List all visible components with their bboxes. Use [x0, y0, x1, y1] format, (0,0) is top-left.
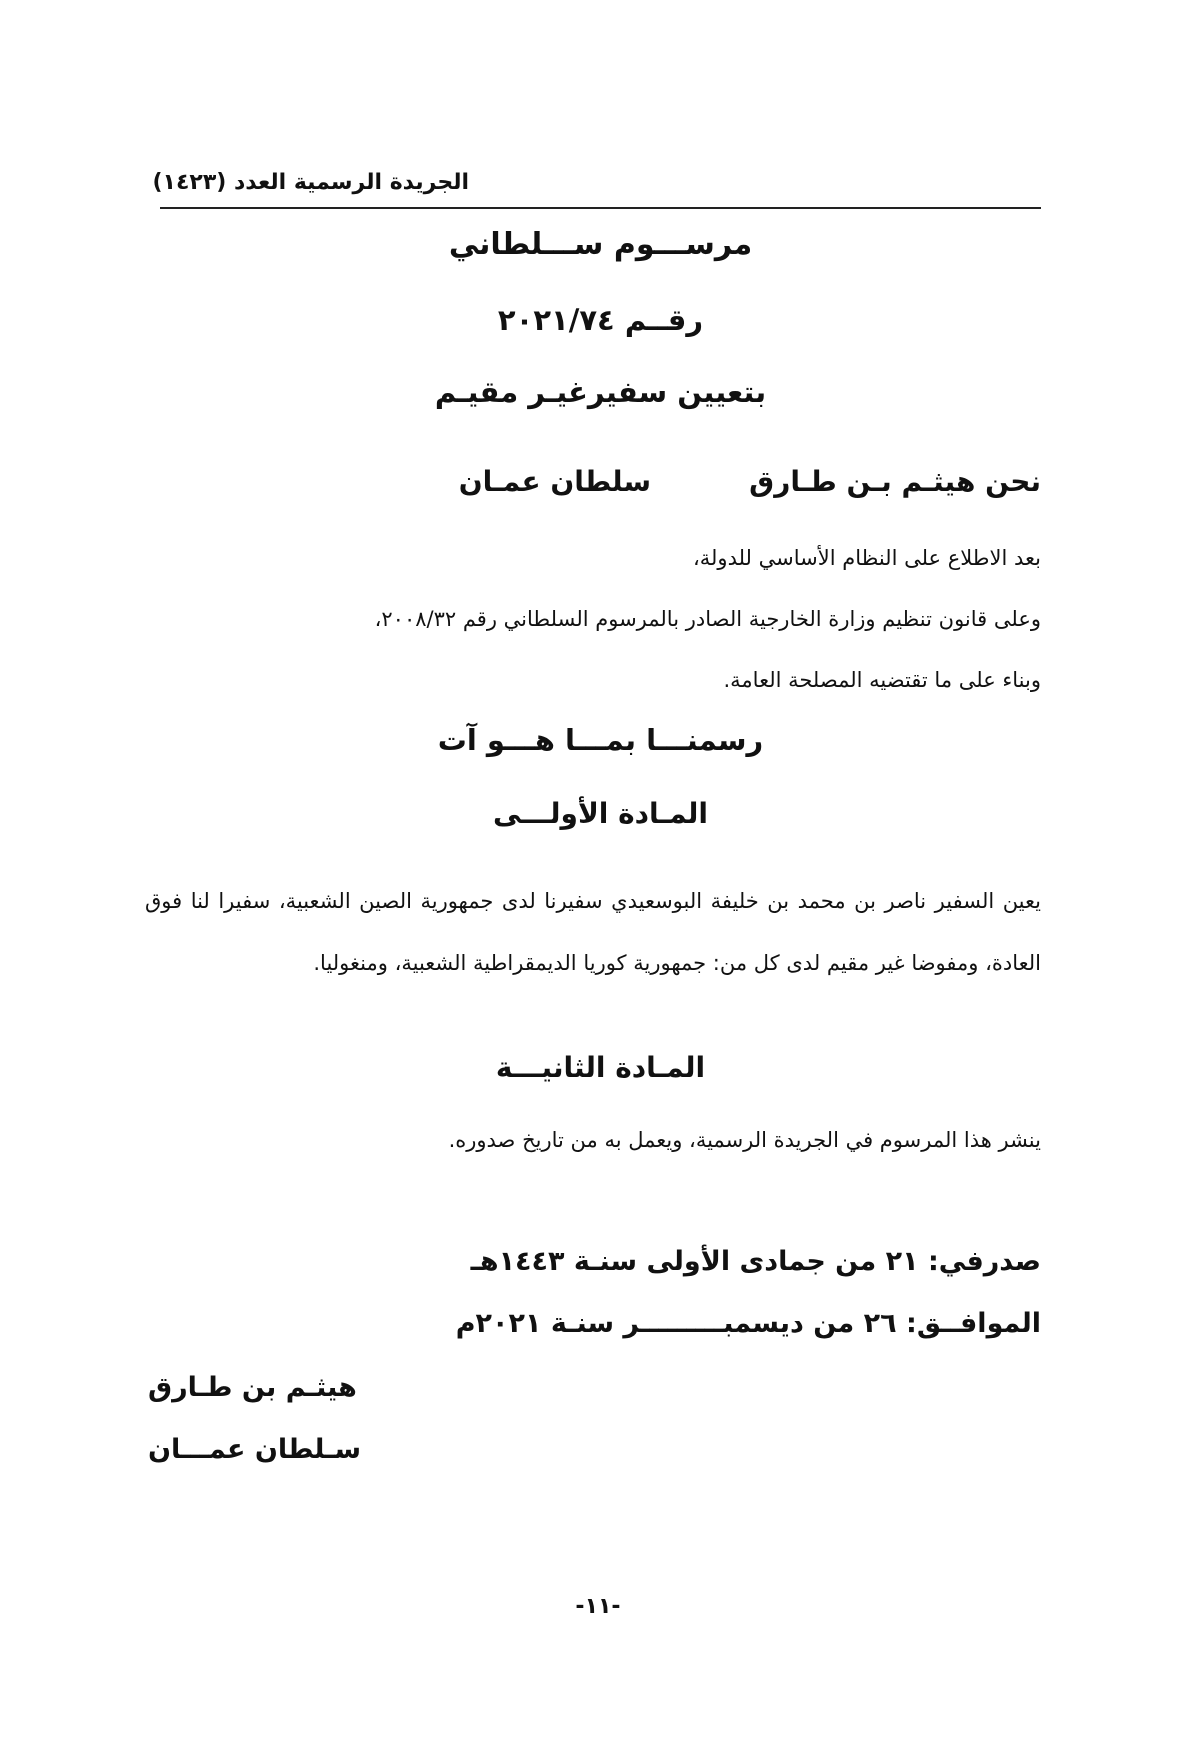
- article-2-text: ينشر هذا المرسوم في الجريدة الرسمية، ويعمل به من تاريخ صدوره.: [448, 1128, 1041, 1152]
- header-divider: [160, 207, 1041, 209]
- issue-date-hijri: صدرفي: ٢١ من جمادى الأولى سنـة ١٤٤٣هـ: [470, 1246, 1041, 1277]
- decree-number: رقــم ٢٠٢١/٧٤: [497, 303, 704, 337]
- article-1-heading: المـادة الأولـــى: [492, 797, 709, 830]
- article-2-heading: المـادة الثانيـــة: [495, 1051, 706, 1084]
- gazette-header-title: الجريدة الرسمية العدد (١٤٢٣): [152, 170, 469, 195]
- sovereign-name: نحن هيثـم بـن طـارق: [749, 465, 1041, 498]
- preamble-line: بعد الاطلاع على النظام الأساسي للدولة،: [693, 546, 1041, 570]
- preamble-line: وعلى قانون تنظيم وزارة الخارجية الصادر بالمرسوم السلطاني رقم ٢٠٠٨/٣٢،: [374, 607, 1041, 631]
- signature-name: هيثـم بن طـارق: [148, 1372, 357, 1403]
- preamble-line: وبناء على ما تقتضيه المصلحة العامة.: [723, 668, 1041, 692]
- sovereign-title: سلطان عمـان: [458, 465, 651, 498]
- page-number: -١١-: [575, 1594, 621, 1619]
- decree-subject: بتعيين سفيرغيـر مقيـم: [434, 375, 767, 409]
- signature-title: سـلطان عمـــان: [148, 1434, 362, 1465]
- article-1-text: يعين السفير ناصر بن محمد بن خليفة البوسعيدي سفيرنا لدى جمهورية الصين الشعبية، سفيرا لنا فوق العادة، ومفوضا غير مقيم لدى كل من: جمهورية كوريا الديمقراطية الشعبية، ومنغوليا.: [145, 889, 1041, 975]
- issue-date-gregorian: الموافــق: ٢٦ من ديسمبـــــــــر سنـة ٢٠٢١م: [455, 1308, 1041, 1339]
- decreed-heading: رسمنـــا بمـــا هـــو آت: [437, 723, 764, 757]
- decree-title: مرســـوم ســـلطاني: [448, 227, 753, 262]
